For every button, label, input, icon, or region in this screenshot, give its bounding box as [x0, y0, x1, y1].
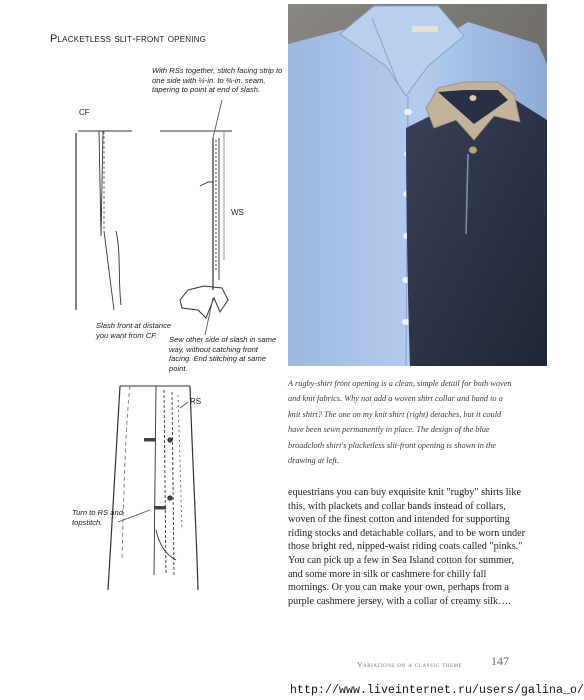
page-number: 147	[491, 654, 509, 668]
photo-caption: A rugby-shirt front opening is a clean, simple detail for both woven and knit fabrics. Why not add a woven shirt collar and band to a knit shirt? The one on my knit shirt (right) detaches, but it could have been sewn permanently in place. The design of the blue broadcloth shirt's placketless slit-front opening is shown in the drawing at left.	[288, 379, 512, 466]
watermark-url: http://www.liveinternet.ru/users/galina_o/	[290, 684, 584, 697]
placket-edge-line	[154, 386, 156, 575]
section-title: Placketless slit-front opening	[50, 33, 207, 45]
buttonhole-1	[144, 438, 156, 442]
stitch-pointer-line	[213, 100, 222, 138]
running-footer-title: Variations on a classic theme	[357, 660, 463, 669]
shirt-label	[412, 26, 438, 32]
note-turn-to-rs: Turn to RS and topstitch.	[72, 508, 123, 527]
buttonhole-2	[154, 506, 166, 510]
topstitch-line-3	[178, 395, 182, 530]
button-1	[168, 438, 172, 442]
collar-stud	[470, 95, 477, 101]
rs-pointer-line	[180, 402, 188, 408]
note-stitch-facing: With RSs together, stitch facing strip to one side with ¼-in. to ⅜-in. seam, tapering to point at end of slash.	[152, 66, 283, 95]
navy-button	[469, 147, 477, 154]
topstitch-line-2	[172, 392, 174, 575]
shirts-illustration	[288, 4, 547, 366]
left-side-line	[108, 386, 120, 590]
label-rs: RS	[190, 397, 202, 406]
topstitch-line-1	[164, 390, 166, 575]
note-sew-other-side: Sew other side of slash in same way, without catching front facing. End stitching at same point.	[169, 335, 277, 373]
inner-dashed-line	[122, 386, 130, 560]
facing-notch-line	[200, 182, 213, 186]
slash-mark	[99, 131, 103, 236]
right-side-line	[190, 386, 198, 590]
note-slash-front: Slash front at distance you want from CF.	[96, 321, 172, 340]
shirts-photo	[288, 4, 547, 366]
body-paragraph: equestrians you can buy exquisite knit "rugby" shirts like this, with plackets and collar bands instead of collars, woven of the finest cotton and intended for supporting riding stocks and detachable collars, and to be worn under those bright red, nipped-waist riding coats called "pinks." You can pick up a few in Sea Island cotton for summer, and some more in silk or cashmere for chilly fall mornings. Or you can make your own, perhaps from a purple cashmere jersey, with a collar of creamy silk….	[288, 487, 526, 607]
button-2	[168, 496, 172, 500]
facing-fold-shape	[180, 286, 228, 318]
slash-pointer-line	[104, 231, 114, 310]
label-cf: CF	[79, 108, 90, 117]
label-ws: WS	[231, 208, 244, 217]
front-curve-line	[116, 231, 121, 305]
blue-button-1	[404, 109, 412, 115]
